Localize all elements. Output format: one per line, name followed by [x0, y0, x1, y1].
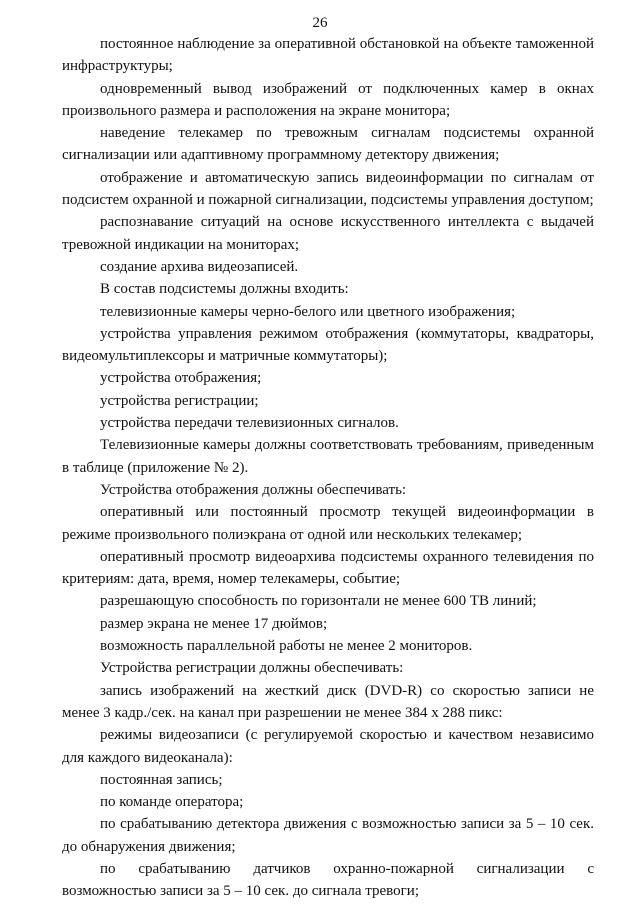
paragraph: разрешающую способность по горизонтали не менее 600 ТВ линий; [100, 593, 537, 610]
paragraph: оперативный просмотр видеоархива подсистемы охранного телевидения по критериям: дата, время, номер телекамеры, событие; [62, 548, 594, 588]
paragraph: постоянное наблюдение за оперативной обстановкой на объекте таможенной инфраструктуры; [62, 36, 594, 75]
paragraph: устройства регистрации; [100, 392, 259, 409]
paragraph: одновременный вывод изображений от подключенных камер в окнах произвольного размера и расположения на экране монитора; [62, 80, 594, 119]
paragraph: Устройства отображения должны обеспечивать: [100, 481, 407, 498]
paragraph: Телевизионные камеры должны соответствовать требованиям, приведенным в таблице (приложение № 2). [62, 437, 594, 476]
paragraph: режимы видеозаписи (с регулируемой скоростью и качеством независимо для каждого видеоканала): [62, 727, 594, 766]
paragraph: Устройства регистрации должны обеспечивать: [100, 660, 404, 677]
paragraph: возможность параллельной работы не менее 2 мониторов. [100, 638, 473, 655]
document-body [62, 33, 594, 903]
paragraph: распознавание ситуаций на основе искусственного интеллекта с выдачей тревожной индикации на мониторах; [62, 214, 594, 253]
paragraph: запись изображений на жесткий диск (DVD-R) со скоростью записи не менее 3 кадр./сек. на канал при разрешении не менее 384 х 288 пикс: [62, 682, 594, 721]
paragraph: по срабатыванию детектора движения с возможностью записи за 5 – 10 сек. до обнаружения движения; [62, 816, 594, 855]
paragraph: устройства передачи телевизионных сигналов. [100, 415, 399, 432]
paragraph: устройства отображения; [100, 370, 262, 387]
paragraph: постоянная запись; [100, 771, 223, 788]
paragraph: размер экрана не менее 17 дюймов; [100, 615, 328, 632]
paragraph: отображение и автоматическую запись видеоинформации по сигналам от подсистем охранной и пожарной сигнализации, подсистемы управления доступом; [62, 169, 594, 209]
paragraph: наведение телекамер по тревожным сигналам подсистемы охранной сигнализации или адаптивному программному детектору движения; [62, 125, 594, 164]
paragraph: оперативный или постоянный просмотр текущей видеоинформации в режиме произвольного полиэкрана от одной или нескольких телекамер; [62, 504, 594, 543]
page-number: 26 [312, 15, 328, 31]
paragraph: по срабатыванию датчиков охранно-пожарной сигнализации с возможностью записи за 5 – 10 сек. до сигнала тревоги; [62, 860, 594, 900]
paragraph: по команде оператора; [100, 794, 244, 811]
paragraph: В состав подсистемы должны входить: [100, 281, 349, 298]
paragraph: телевизионные камеры черно-белого или цветного изображения; [100, 303, 516, 320]
paragraph: создание архива видеозаписей. [100, 258, 299, 275]
paragraph: устройства управления режимом отображения (коммутаторы, квадраторы, видеомультиплексоры и матричные коммутаторы); [62, 325, 594, 365]
